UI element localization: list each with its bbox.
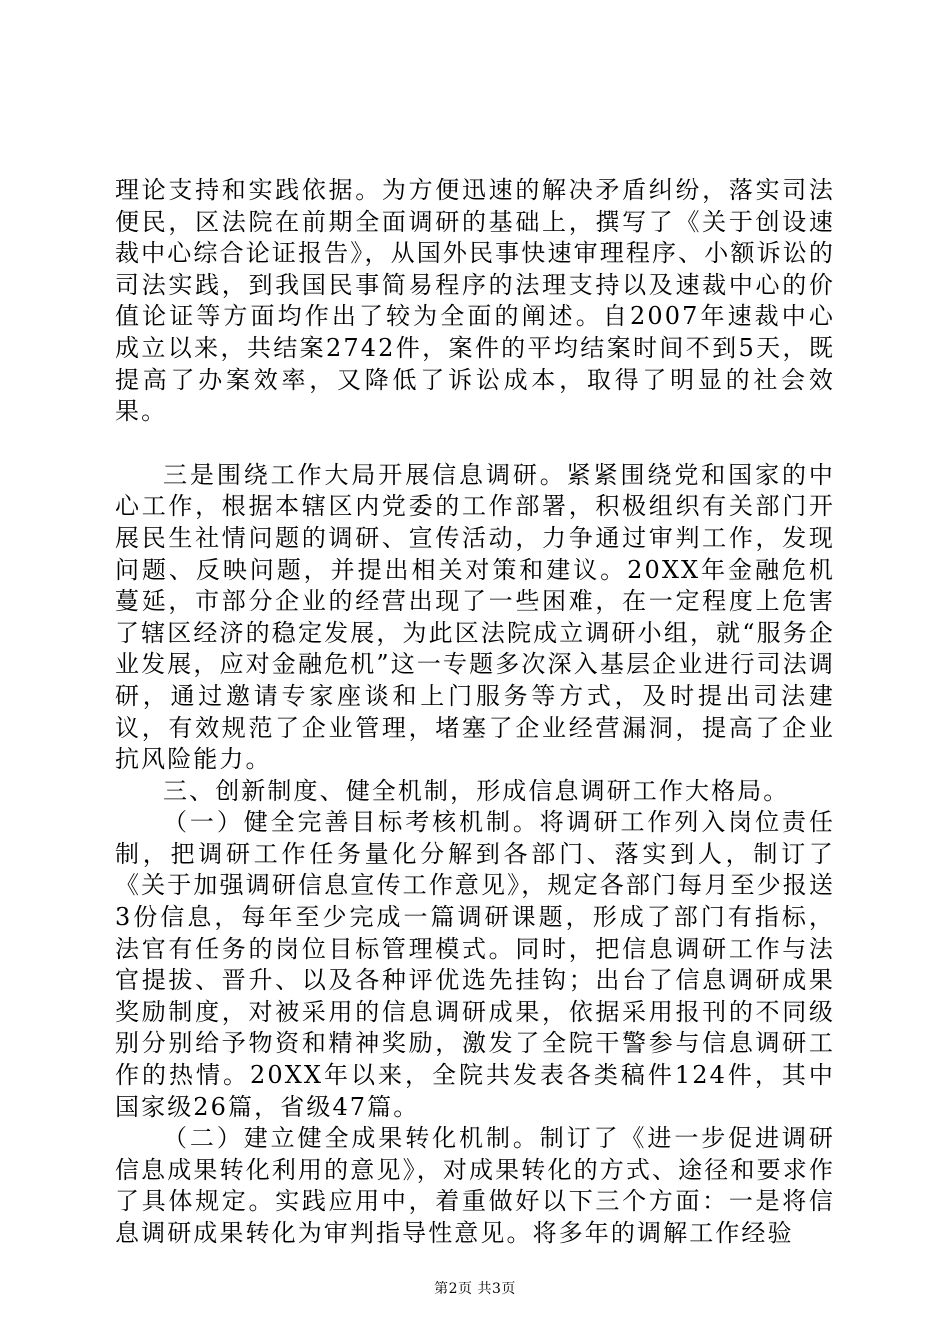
page-footer: 第2页 共3页 <box>434 1281 516 1297</box>
section-heading: 三、创新制度、健全机制，形成信息调研工作大格局。 <box>163 776 790 805</box>
document-body <box>115 175 835 1250</box>
paragraph-continuation: 理论支持和实践依据。为方便迅速的解决矛盾纠纷，落实司法便民，区法院在前期全面调研的基础上，撰写了《关于创设速裁中心综合论证报告》，从国外民事快速审理程序、小额诉讼的司法实践，到我国民事简易程序的法理支持以及速裁中心的价值论证等方面均作出了较为全面的阐述。自2007年速裁中心成立以来，共结案2742件，案件的平均结案时间不到5天，既提高了办案效率，又降低了诉讼成本，取得了明显的社会效果。 <box>115 176 835 426</box>
paragraph-subsection-one: （一）健全完善目标考核机制。将调研工作列入岗位责任制，把调研工作任务量化分解到各部门、落实到人，制订了《关于加强调研信息宣传工作意见》，规定各部门每月至少报送3份信息，每年至少完成一篇调研课题，形成了部门有指标，法官有任务的岗位目标管理模式。同时，把信息调研工作与法官提拔、晋升、以及各种评优选先挂钩；出台了信息调研成果奖励制度，对被采用的信息调研成果，依据采用报刊的不同级别分别给予物资和精神奖励，激发了全院干警参与信息调研工作的热情。20XX年以来，全院共发表各类稿件124件，其中国家级26篇，省级47篇。 <box>115 808 835 1121</box>
paragraph-third-point: 三是围绕工作大局开展信息调研。紧紧围绕党和国家的中心工作，根据本辖区内党委的工作部署，积极组织有关部门开展民生社情问题的调研、宣传活动，力争通过审判工作，发现问题、反映问题，并提出相关对策和建议。20XX年金融危机蔓延，市部分企业的经营出现了一些困难，在一定程度上危害了辖区经济的稳定发展，为此区法院成立调研小组，就“服务企业发展，应对金融危机”这一专题多次深入基层企业进行司法调研，通过邀请专家座谈和上门服务等方式，及时提出司法建议，有效规范了企业管理，堵塞了企业经营漏洞，提高了企业抗风险能力。 <box>115 460 835 774</box>
paragraph-subsection-two: （二）建立健全成果转化机制。制订了《进一步促进调研信息成果转化利用的意见》，对成果转化的方式、途径和要求作了具体规定。实践应用中，着重做好以下三个方面：一是将信息调研成果转化为审判指导性意见。将多年的调解工作经验 <box>115 1124 835 1247</box>
